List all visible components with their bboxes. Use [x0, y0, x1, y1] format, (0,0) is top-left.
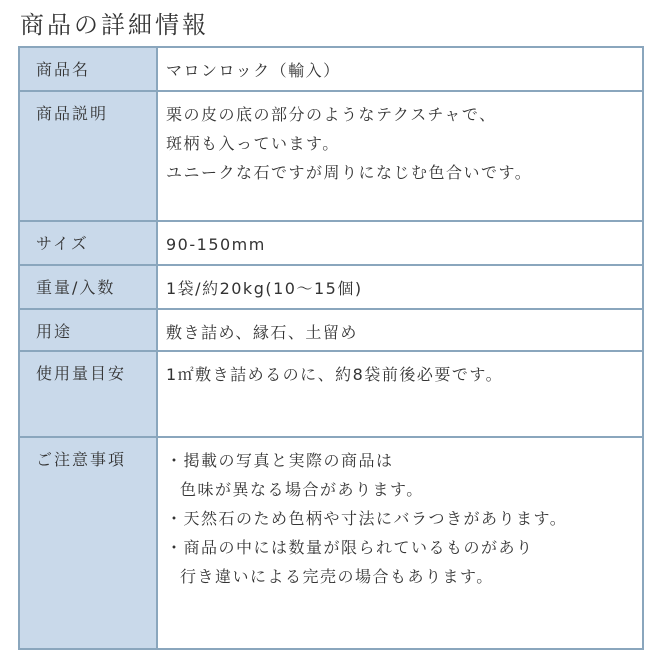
row-label-cell: [19, 351, 157, 437]
page-title: 商品の詳細情報: [20, 11, 209, 39]
row-label-cell: [19, 265, 157, 309]
row-value-cell: [157, 47, 643, 91]
table-row: [19, 47, 643, 91]
row-value: 色味が異なる場合があります。: [180, 480, 424, 499]
row-value-cell: [157, 437, 643, 649]
row-label-cell: [19, 309, 157, 351]
row-value: 斑柄も入っています。: [166, 134, 340, 153]
row-label: 使用量目安: [36, 364, 127, 383]
product-spec-table: [18, 46, 644, 650]
row-label: ご注意事項: [36, 450, 127, 469]
row-label: サイズ: [36, 234, 89, 253]
row-label-cell: [19, 91, 157, 221]
row-label: 用途: [36, 322, 73, 341]
row-value: 90-150mm: [166, 235, 266, 254]
row-value: ・掲載の写真と実際の商品は: [166, 451, 394, 470]
row-value: 1㎡敷き詰めるのに、約8袋前後必要です。: [166, 365, 504, 384]
row-label: 重量/入数: [36, 278, 116, 297]
row-label-cell: [19, 47, 157, 91]
table-row: [19, 309, 643, 351]
table-row: [19, 91, 643, 221]
row-value: ユニークな石ですが周りになじむ色合いです。: [166, 163, 533, 182]
row-value: ・天然石のため色柄や寸法にバラつきがあります。: [166, 509, 568, 528]
row-value-cell: [157, 221, 643, 265]
row-label: 商品名: [36, 60, 91, 79]
table-row: [19, 221, 643, 265]
row-value-cell: [157, 91, 643, 221]
table-row: [19, 437, 643, 649]
row-value-cell: [157, 265, 643, 309]
row-value: 行き違いによる完売の場合もあります。: [180, 567, 494, 586]
row-label: 商品説明: [36, 104, 109, 123]
table-row: [19, 265, 643, 309]
row-value: 敷き詰め、縁石、土留め: [166, 323, 358, 342]
row-label-cell: [19, 221, 157, 265]
row-value: マロンロック（輸入）: [166, 61, 341, 80]
row-value-cell: [157, 351, 643, 437]
row-value: ・商品の中には数量が限られているものがあり: [166, 538, 534, 557]
row-label-cell: [19, 437, 157, 649]
row-value: 栗の皮の底の部分のようなテクスチャで、: [166, 105, 497, 124]
table-row: [19, 351, 643, 437]
row-value: 1袋/約20kg(10〜15個): [166, 279, 363, 298]
row-value-cell: [157, 309, 643, 351]
